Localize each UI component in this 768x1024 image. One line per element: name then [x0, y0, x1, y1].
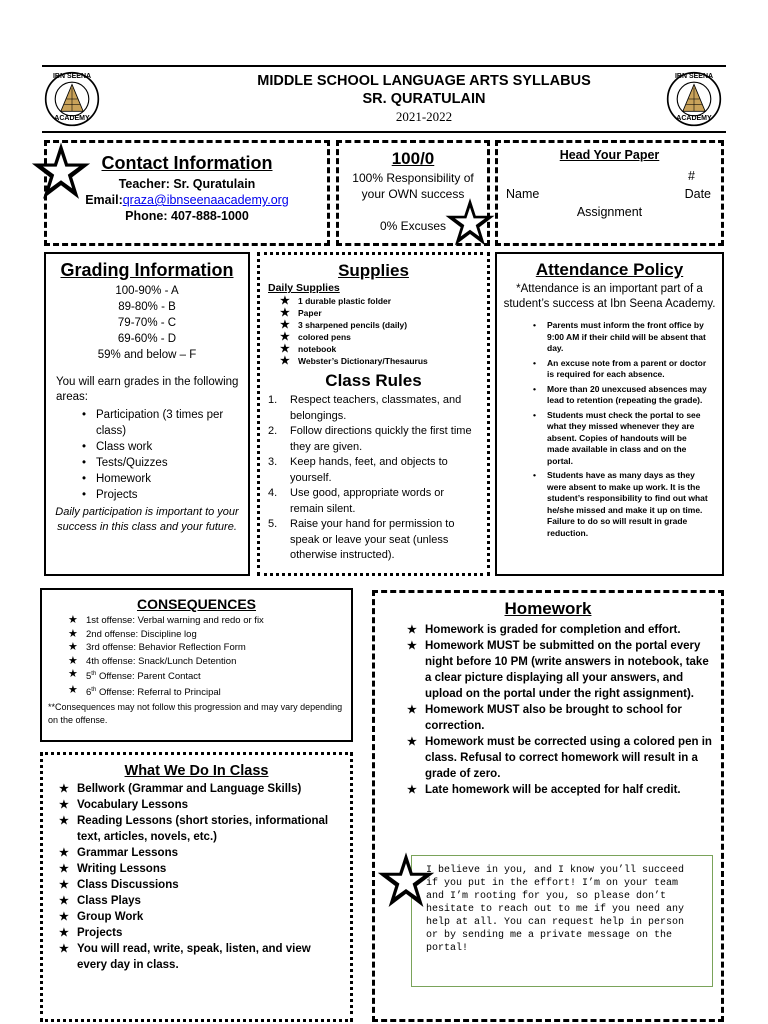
supply-item: ★ notebook	[280, 343, 481, 355]
head-paper-assignment: Assignment	[576, 205, 643, 219]
grading-area-item: • Class work	[82, 439, 240, 455]
consequence-item: ★ 1st offense: Verbal warning and redo or fix	[68, 614, 345, 628]
homework-item: ★ Homework MUST also be brought to school for correction.	[407, 702, 713, 734]
rule-item: 1. Respect teachers, classmates, and belongings.	[268, 394, 462, 422]
grading-area-item: • Projects	[82, 487, 240, 503]
what-we-do-box	[40, 752, 353, 1022]
grade-scale	[46, 283, 248, 363]
class-activity-item: ★ Group Work	[59, 909, 342, 925]
supply-item: ★ 3 sharpened pencils (daily)	[280, 319, 481, 331]
rule-item: 3. Keep hands, feet, and objects to yourself.	[268, 456, 448, 484]
consequences-title: CONSEQUENCES	[136, 596, 257, 612]
consequences-box	[40, 588, 353, 742]
consequences-list	[68, 614, 345, 699]
class-activity-item: ★ Grammar Lessons	[59, 845, 342, 861]
head-paper-date: Date	[684, 187, 711, 201]
attendance-box	[495, 252, 724, 576]
homework-item: ★ Homework MUST be submitted on the portal every night before 10 PM (write answers in notebook, take a clear picture displaying all your answers, and upload on the portal under the right assignment).	[407, 638, 713, 702]
class-activity-item: ★ Writing Lessons	[59, 861, 342, 877]
responsibility-line2: your OWN success	[361, 187, 465, 201]
responsibility-line3: 0% Excuses	[379, 219, 447, 233]
grading-areas	[82, 407, 240, 503]
supplies-rules-box	[257, 252, 490, 576]
supplies-subtitle: Daily Supplies	[268, 282, 340, 294]
consequence-item: ★ 2nd offense: Discipline log	[68, 628, 345, 642]
seal-top-text: IBN SEENA	[52, 73, 92, 80]
teacher-heading: SR. QURATULAIN	[362, 91, 486, 107]
contact-title: Contact Information	[101, 153, 273, 173]
supply-item: ★ 1 durable plastic folder	[280, 295, 481, 307]
grade-scale-item: 69-60% - D	[117, 333, 177, 345]
grading-box	[44, 252, 250, 576]
seal-bottom-text: ACADEMY	[54, 115, 90, 122]
class-activity-item: ★ Bellwork (Grammar and Language Skills)	[59, 781, 342, 797]
attendance-intro: *Attendance is an important part of a student’s success at Ibn Seena Academy.	[503, 283, 716, 310]
rule-item: 2. Follow directions quickly the first time they are given.	[268, 425, 472, 453]
homework-title: Homework	[504, 599, 592, 618]
contact-teacher: Teacher: Sr. Quratulain	[118, 177, 256, 191]
what-we-do-title: What We Do In Class	[124, 763, 269, 779]
school-seal-icon	[666, 71, 722, 127]
grading-note: Daily participation is important to your success in this class and your future.	[55, 506, 239, 533]
rule-item: 4. Use good, appropriate words or remain silent.	[268, 487, 445, 515]
attendance-list	[533, 320, 708, 539]
rules-list	[268, 393, 479, 564]
contact-phone: Phone: 407-888-1000	[125, 209, 249, 223]
star-outline-icon	[30, 140, 92, 202]
attendance-item: • Students must check the portal to see what they missed whenever they are absent. Copies of handouts will be made available in class and on the portal.	[533, 410, 708, 468]
rule-item: 5. Raise your hand for permission to speak or leave your seat (unless otherwise instructed).	[268, 518, 455, 561]
consequences-note: **Consequences may not follow this progression and may vary depending on the offense.	[48, 702, 343, 726]
school-year: 2021-2022	[395, 109, 453, 124]
grading-area-item: • Tests/Quizzes	[82, 455, 240, 471]
grade-scale-item: 89-80% - B	[118, 301, 176, 313]
consequence-item: ★ 4th offense: Snack/Lunch Detention	[68, 655, 345, 669]
class-activity-item: ★ Reading Lessons (short stories, informational text, articles, novels, etc.)	[59, 813, 342, 845]
homework-box	[372, 590, 724, 1022]
attendance-item: • More than 20 unexcused absences may lead to retention (repeating the grade).	[533, 384, 708, 407]
homework-list	[407, 622, 713, 798]
attendance-item: • An excuse note from a parent or doctor is required for each absence.	[533, 358, 708, 381]
head-paper-hash: #	[688, 169, 695, 183]
head-paper-name: Name	[506, 187, 540, 201]
class-activity-item: ★ Projects	[59, 925, 342, 941]
consequence-item: ★ 5th Offense: Parent Contact	[68, 668, 345, 684]
email-label: Email:	[85, 193, 123, 207]
star-outline-icon	[376, 850, 436, 910]
school-seal-icon	[44, 71, 100, 127]
seal-top-text: IBN SEENA	[674, 73, 714, 80]
class-activity-item: ★ Class Discussions	[59, 877, 342, 893]
page-title: MIDDLE SCHOOL LANGUAGE ARTS SYLLABUS	[257, 73, 591, 89]
responsibility-title: 100/0	[391, 149, 435, 168]
email-link[interactable]: qraza@ibnseenaacademy.org	[122, 193, 289, 207]
grading-area-item: • Participation (3 times per class)	[82, 407, 240, 439]
title-block	[192, 73, 656, 125]
supply-item: ★ colored pens	[280, 331, 481, 343]
homework-item: ★ Homework must be corrected using a colored pen in class. Refusal to correct homework will result in a grade of zero.	[407, 734, 713, 782]
seal-bottom-text: ACADEMY	[676, 115, 712, 122]
attendance-title: Attendance Policy	[535, 260, 684, 279]
attendance-item: • Parents must inform the front office by 9:00 AM if their child will be absent that day.	[533, 320, 708, 355]
syllabus-header	[42, 65, 726, 133]
supply-item: ★ Paper	[280, 307, 481, 319]
homework-item: ★ Late homework will be accepted for half credit.	[407, 782, 713, 798]
grading-area-item: • Homework	[82, 471, 240, 487]
grading-title: Grading Information	[60, 260, 234, 280]
consequence-item: ★ 3rd offense: Behavior Reflection Form	[68, 641, 345, 655]
class-activity-item: ★ Class Plays	[59, 893, 342, 909]
consequence-item: ★ 6th Offense: Referral to Principal	[68, 684, 345, 700]
supplies-list	[280, 295, 481, 367]
grade-scale-item: 100-90% - A	[115, 285, 179, 297]
homework-item: ★ Homework is graded for completion and effort.	[407, 622, 713, 638]
rules-title: Class Rules	[325, 371, 422, 390]
what-we-do-list	[59, 781, 342, 973]
grade-scale-item: 59% and below – F	[97, 349, 197, 361]
star-outline-icon	[444, 196, 496, 248]
class-activity-item: ★ You will read, write, speak, listen, and view every day in class.	[59, 941, 342, 973]
head-paper-title: Head Your Paper	[559, 148, 660, 162]
class-activity-item: ★ Vocabulary Lessons	[59, 797, 342, 813]
head-paper-box	[495, 140, 724, 246]
attendance-item: • Students have as many days as they were absent to make up work. It is the student’s responsibility to find out what he/she missed and make it up on time. Failure to do so will result in grade reduction.	[533, 470, 708, 539]
teacher-message: I believe in you, and I know you’ll succeed if you put in the effort! I’m on your team and I’m rooting for you, so please don’t hesitate to reach out to me if you need any help at all. You can request help in person or by sending me a private message on the portal!	[411, 855, 713, 987]
supply-item: ★ Webster’s Dictionary/Thesaurus	[280, 355, 481, 367]
responsibility-line1: 100% Responsibility of	[352, 171, 474, 185]
grading-intro: You will earn grades in the following areas:	[56, 376, 239, 403]
grade-scale-item: 79-70% - C	[117, 317, 177, 329]
supplies-title: Supplies	[338, 261, 409, 280]
